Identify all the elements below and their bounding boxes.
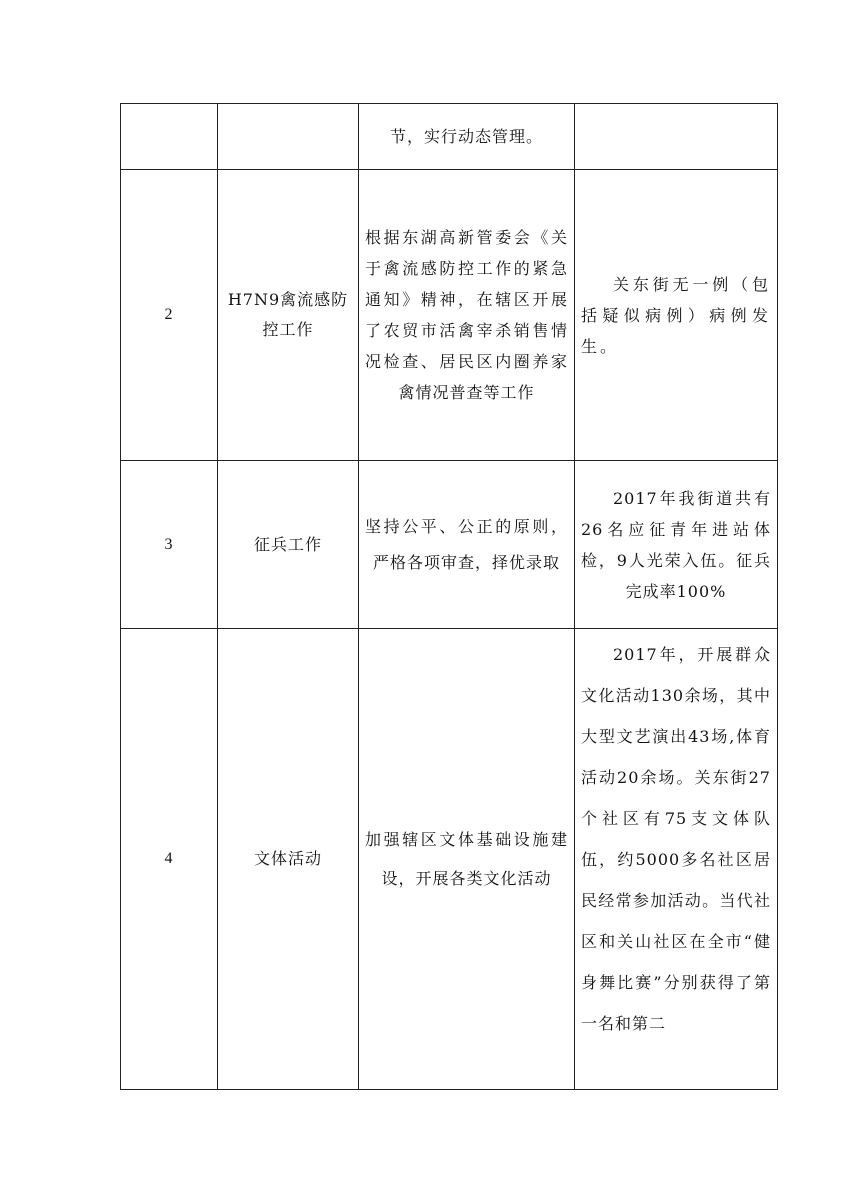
row-name-cell: 征兵工作 [218, 461, 359, 629]
row-measures-cell: 加强辖区文体基础设施建设，开展各类文化活动 [359, 629, 575, 1090]
table-row [121, 170, 778, 461]
work-summary-table [120, 103, 778, 1090]
row-results-cell [575, 461, 778, 629]
row-measures-cell: 根据东湖高新管委会《关于禽流感防控工作的紧急通知》精神，在辖区开展了农贸市活禽宰杀销售情况检查、居民区内圈养家禽情况普查等工作 [359, 170, 575, 461]
row-index-cell: 4 [121, 629, 218, 1090]
row-index-cell [121, 104, 218, 170]
row-name-cell [218, 104, 359, 170]
row-name-cell: H7N9禽流感防控工作 [218, 170, 359, 461]
table-row [121, 104, 778, 170]
table-row [121, 629, 778, 1090]
row-results-text: 2017年，开展群众文化活动130余场，其中大型文艺演出43场,体育活动20余场。关东街27个社区有75支文体队伍，约5000多名社区居民经常参加活动。当代社区和关山社区在全市“健身舞比赛”分别获得了第一名和第二 [581, 645, 771, 1033]
row-index-cell: 3 [121, 461, 218, 629]
row-results-text: 关东街无一例（包括疑似病例）病例发生。 [581, 274, 771, 356]
row-measures-cell: 坚持公平、公正的原则，严格各项审查，择优录取 [359, 461, 575, 629]
row-index-cell: 2 [121, 170, 218, 461]
row-name-cell: 文体活动 [218, 629, 359, 1090]
row-measures-cell: 节，实行动态管理。 [359, 104, 575, 170]
row-results-text: 2017年我街道共有26名应征青年进站体检，9人光荣入伍。征兵完成率100% [581, 488, 771, 601]
row-results-cell [575, 629, 778, 1090]
row-results-cell [575, 104, 778, 170]
table-row [121, 461, 778, 629]
row-results-cell [575, 170, 778, 461]
